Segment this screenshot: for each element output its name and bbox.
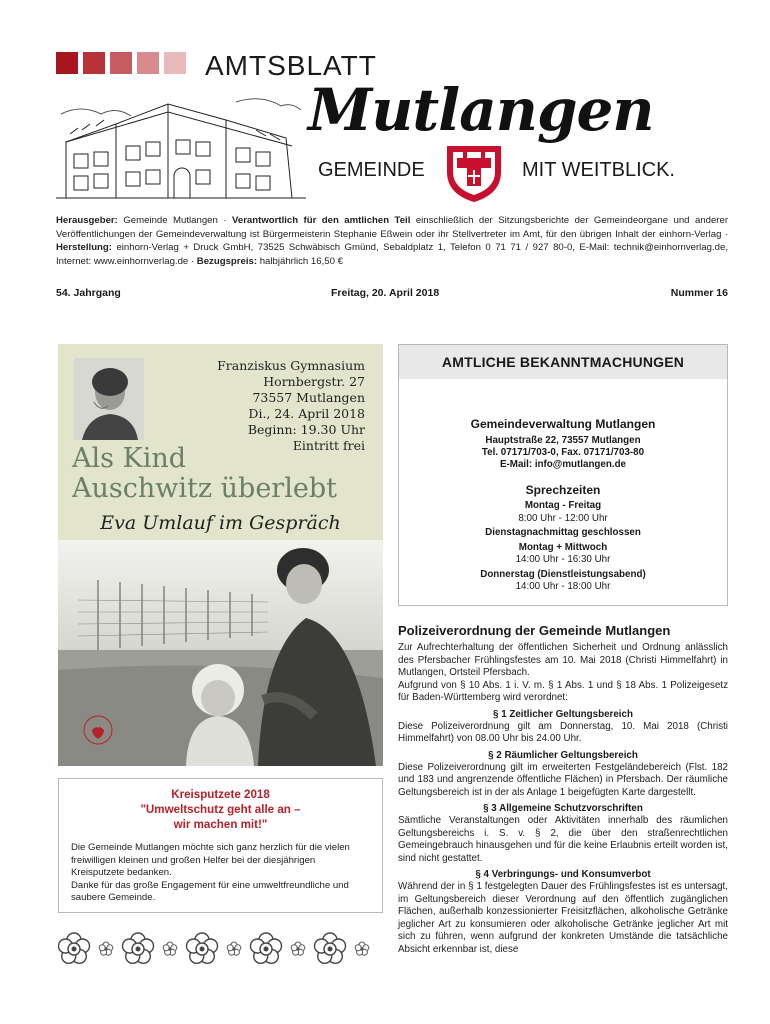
- townhall-drawing-icon: [56, 94, 306, 204]
- pv-paragraph: Aufgrund von § 10 Abs. 1 i. V. m. § 1 Abs. 1 und § 18 Abs. 1 Polizeigesetz für Baden-Württemberg wird verordnet:: [398, 679, 728, 703]
- issue-number: Nummer 16: [670, 287, 728, 299]
- jahrgang: 54. Jahrgang: [56, 287, 121, 299]
- poster-subtitle: Eva Umlauf im Gespräch: [100, 512, 341, 534]
- kreisputzete-paragraph: Danke für das große Engagement für eine umweltfreundliche und saubere Gemeinde.: [71, 879, 349, 903]
- historic-photo: [58, 540, 383, 766]
- portrait-photo: [74, 358, 144, 440]
- imprint-label: Bezugspreis:: [196, 255, 258, 267]
- imprint-label: Herausgeber:: [56, 215, 118, 226]
- flower-decoration: [58, 932, 386, 966]
- poster-title: [72, 444, 337, 504]
- imprint: [56, 214, 728, 268]
- sprechzeiten-heading: Sprechzeiten: [525, 483, 601, 497]
- brand-square: [110, 52, 132, 74]
- pv-paragraph: Diese Polizeiverordnung gilt am Donnerstag, 10. Mai 2018 (Christi Himmelfahrt) von 08.00 Uhr bis 24.00 Uhr.: [398, 720, 728, 744]
- kreisputzete-title: [71, 787, 370, 832]
- hours-label: Montag - Freitag: [524, 500, 602, 511]
- hours-value: 14:00 Uhr - 18:00 Uhr: [515, 581, 611, 592]
- poster-event-info: [217, 358, 365, 454]
- slogan: MIT WEITBLICK.: [522, 159, 675, 181]
- hours-label: Dienstagnachmittag geschlossen: [485, 527, 641, 538]
- org-address: Hauptstraße 22, 73557 Mutlangen: [485, 435, 641, 446]
- brand-square: [56, 52, 78, 74]
- org-phone: Tel. 07171/703-0, Fax. 07171/703-80: [481, 447, 645, 458]
- amtliche-body: [399, 379, 727, 594]
- hours-value: 14:00 Uhr - 16:30 Uhr: [515, 554, 611, 565]
- pv-section-title: § 2 Räumlicher Geltungsbereich: [488, 749, 638, 761]
- imprint-label: Verantwortlich für den amtlichen Teil: [231, 215, 411, 226]
- pv-paragraph: Diese Polizeiverordnung gilt im erweiterten Festgeländebereich (Flst. 182 und 183 und angrenzende öffentliche Flächen) in Pfersbach. Der räumliche Geltungsbereich ist in der als Anlage 1 beigefügten Karte dargestellt.: [398, 761, 728, 798]
- brand-square: [164, 52, 186, 74]
- hours-label: Montag + Mittwoch: [518, 541, 608, 553]
- poster-event-line: Franziskus Gymnasium: [217, 358, 365, 373]
- brand-squares: [56, 52, 186, 74]
- brand-square: [137, 52, 159, 74]
- kreisputzete-title-line: "Umweltschutz geht alle an –: [140, 803, 301, 816]
- gemeinde-label: GEMEINDE: [318, 159, 425, 181]
- amtliche-box: [398, 344, 728, 606]
- issue-date: Freitag, 20. April 2018: [331, 287, 440, 299]
- imprint-text: Gemeinde Mutlangen ·: [123, 215, 227, 226]
- brand-square: [83, 52, 105, 74]
- poster-event-line: Beginn: 19.30 Uhr: [247, 422, 365, 437]
- kreisputzete-title-line: Kreisputzete 2018: [171, 788, 270, 801]
- org-name: Gemeindeverwaltung Mutlangen: [470, 417, 656, 431]
- polizeiverordnung: [398, 623, 728, 956]
- pv-section-title: § 3 Allgemeine Schutzvorschriften: [483, 803, 643, 814]
- imprint-text: halbjährlich 16,50 €: [259, 255, 343, 267]
- imprint-text: einhorn-Verlag + Druck GmbH, 73525 Schwäbisch Gmünd, Sebaldplatz 1, Telefon 0 71 71 / 927 80-0, E-Mail: technik@einhornverlag.de, Internet: www.einhornverlag.de ·: [56, 242, 728, 267]
- pv-section-title: § 1 Zeitlicher Geltungsbereich: [493, 708, 633, 720]
- pv-paragraph: Zur Aufrechterhaltung der öffentlichen Sicherheit und Ordnung anlässlich des Pfersbacher Frühlingsfestes am 10. Mai 2018 (Christi Himmelfahrt) in Mutlangen, Ortsteil Pfersbach.: [398, 642, 728, 678]
- hours-value: 8:00 Uhr - 12:00 Uhr: [518, 512, 608, 524]
- poster-title-line: Auschwitz überlebt: [72, 473, 337, 504]
- pv-section-title: § 4 Verbringungs- und Konsumverbot: [475, 869, 651, 880]
- imprint-label: Herstellung:: [56, 242, 112, 254]
- poster-event-line: Di., 24. April 2018: [248, 406, 365, 421]
- org-email: E-Mail: info@mutlangen.de: [499, 459, 627, 470]
- poster-event-line: Eintritt frei: [292, 438, 365, 453]
- pv-title: Polizeiverordnung der Gemeinde Mutlangen: [398, 623, 671, 638]
- amtsblatt-label: AMTSBLATT: [205, 50, 377, 81]
- town-name: Mutlangen: [308, 76, 654, 144]
- pv-paragraph: Sämtliche Veranstaltungen oder Aktivitäten innerhalb des räumlichen Geltungsbereichs i. S. v. § 2, die über den straßenrechtlichen Gemeingebrauch hinausgehen und für die keine Erlaubnis erteilt worden ist, sind nicht gestattet.: [398, 815, 728, 864]
- poster-event-line: Hornbergstr. 27: [263, 374, 365, 389]
- kreisputzete-paragraph: Die Gemeinde Mutlangen möchte sich ganz herzlich für die vielen freiwilligen kleinen und großen Helfer bei der diesjährigen Kreisputzete bedanken.: [71, 842, 350, 878]
- hours-label: Donnerstag (Dienstleistungsabend): [480, 568, 646, 580]
- crest-icon: [443, 142, 505, 204]
- pv-paragraph: Während der in § 1 festgelegten Dauer des Frühlingsfestes ist es untersagt, im Geltungsbereich dieser Verordnung auf den öffentlich zugänglichen Flächen, außerhalb konzessionierter Freisitzflächen, alkoholische Getränke jeglicher Art zu konsumieren oder alkoholische Getränke jeglicher Art mit sich zu führen, wenn aufgrund der konkreten Umstände die tatsächliche Absicht erkennbar ist, diese: [398, 881, 728, 955]
- amtliche-header: AMTLICHE BEKANNTMACHUNGEN: [399, 345, 727, 379]
- imprint-text: einschließlich der Sitzungsberichte der Gemeindeorgane und anderer Veröffentlichungen der Gemeindeverwaltung ist Bürgermeisterin Stephanie Eßwein oder ihr Stellvertreter im Amt, für den übrigen Inhalt der einhorn-Verlag ·: [56, 215, 729, 240]
- kreisputzete-text: [71, 842, 370, 905]
- kreisputzete-box: [58, 778, 383, 913]
- poster-event-line: 73557 Mutlangen: [252, 390, 365, 405]
- event-poster: [58, 344, 383, 766]
- poster-title-line: Als Kind: [72, 443, 187, 474]
- kreisputzete-title-line: wir machen mit!": [173, 818, 268, 831]
